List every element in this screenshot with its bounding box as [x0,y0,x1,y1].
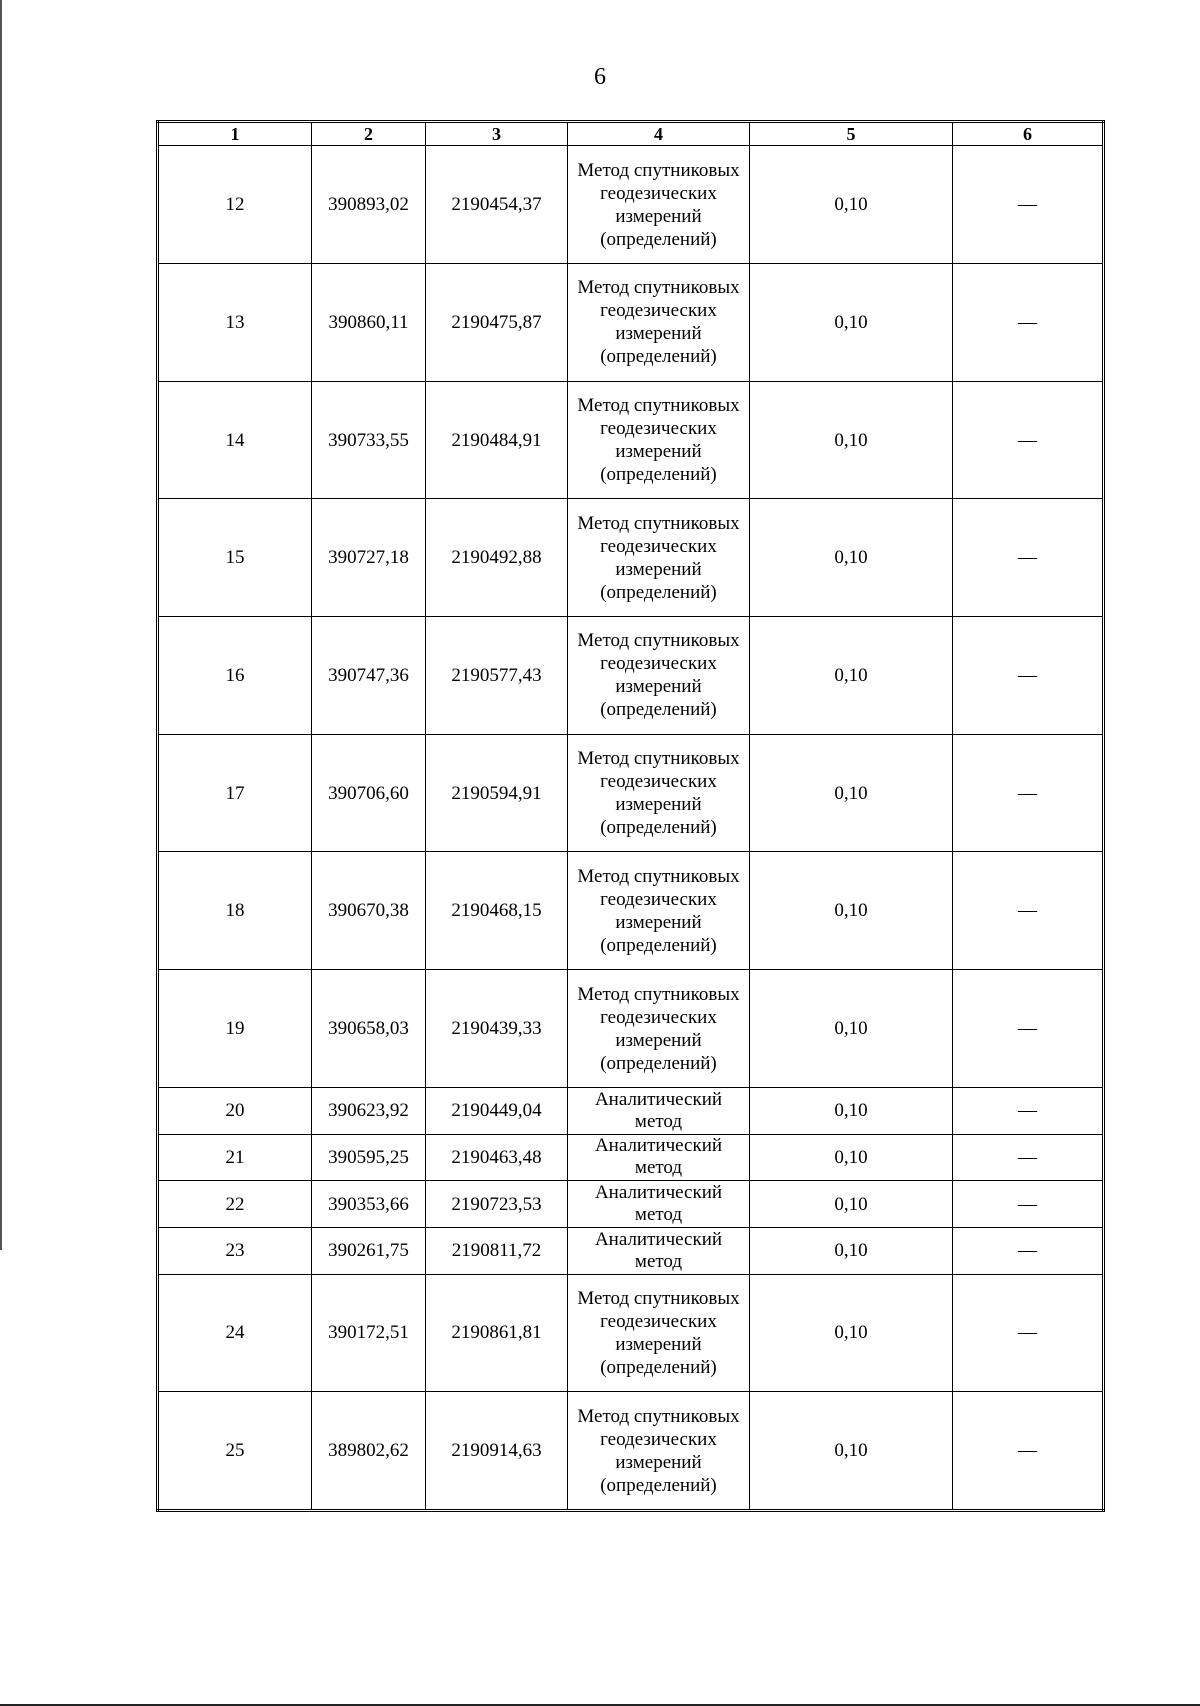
y-coordinate-cell: 2190861,81 [426,1274,568,1392]
table-row [158,1227,1104,1274]
x-coordinate-cell: 390733,55 [312,381,426,499]
y-coordinate-cell: 2190463,48 [426,1134,568,1181]
note-cell: — [953,1274,1104,1392]
note-cell: — [953,1181,1104,1228]
table-row [158,1392,1104,1511]
accuracy-cell: 0,10 [750,381,953,499]
accuracy-cell: 0,10 [750,1134,953,1181]
x-coordinate-cell: 390595,25 [312,1134,426,1181]
accuracy-cell: 0,10 [750,499,953,617]
note-cell: — [953,734,1104,852]
y-coordinate-cell: 2190475,87 [426,264,568,382]
note-cell: — [953,852,1104,970]
accuracy-cell: 0,10 [750,970,953,1088]
method-cell: Метод спутниковых геодезических измерений (определений) [568,1392,750,1511]
accuracy-cell: 0,10 [750,1181,953,1228]
note-cell: — [953,146,1104,264]
x-coordinate-cell: 390747,36 [312,617,426,735]
table-row [158,970,1104,1088]
scan-left-edge [0,0,2,1250]
note-cell: — [953,1134,1104,1181]
method-cell: Метод спутниковых геодезических измерений (определений) [568,734,750,852]
table-row [158,146,1104,264]
x-coordinate-cell: 389802,62 [312,1392,426,1511]
page-number: 6 [594,64,606,90]
x-coordinate-cell: 390261,75 [312,1227,426,1274]
method-cell: Метод спутниковых геодезических измерений (определений) [568,499,750,617]
method-cell: Метод спутниковых геодезических измерений (определений) [568,970,750,1088]
point-number-cell: 17 [158,734,312,852]
header-cell: 6 [953,122,1104,146]
note-cell: — [953,1087,1104,1134]
point-number-cell: 20 [158,1087,312,1134]
point-number-cell: 22 [158,1181,312,1228]
point-number-cell: 18 [158,852,312,970]
x-coordinate-cell: 390893,02 [312,146,426,264]
note-cell: — [953,499,1104,617]
x-coordinate-cell: 390860,11 [312,264,426,382]
table-row [158,1087,1104,1134]
y-coordinate-cell: 2190484,91 [426,381,568,499]
y-coordinate-cell: 2190577,43 [426,617,568,735]
accuracy-cell: 0,10 [750,264,953,382]
method-cell: Метод спутниковых геодезических измерений (определений) [568,381,750,499]
table-row [158,852,1104,970]
table-row [158,381,1104,499]
point-number-cell: 12 [158,146,312,264]
y-coordinate-cell: 2190454,37 [426,146,568,264]
header-cell: 3 [426,122,568,146]
point-number-cell: 15 [158,499,312,617]
note-cell: — [953,381,1104,499]
accuracy-cell: 0,10 [750,1227,953,1274]
y-coordinate-cell: 2190914,63 [426,1392,568,1511]
note-cell: — [953,264,1104,382]
note-cell: — [953,970,1104,1088]
x-coordinate-cell: 390706,60 [312,734,426,852]
method-cell: Аналитический метод [568,1134,750,1181]
x-coordinate-cell: 390623,92 [312,1087,426,1134]
header-cell: 2 [312,122,426,146]
header-row [158,122,1104,146]
accuracy-cell: 0,10 [750,1087,953,1134]
method-cell: Метод спутниковых геодезических измерений (определений) [568,617,750,735]
method-cell: Метод спутниковых геодезических измерений (определений) [568,146,750,264]
accuracy-cell: 0,10 [750,734,953,852]
point-number-cell: 19 [158,970,312,1088]
table-row [158,499,1104,617]
y-coordinate-cell: 2190811,72 [426,1227,568,1274]
accuracy-cell: 0,10 [750,852,953,970]
method-cell: Метод спутниковых геодезических измерений (определений) [568,852,750,970]
x-coordinate-cell: 390670,38 [312,852,426,970]
header-cell: 4 [568,122,750,146]
point-number-cell: 25 [158,1392,312,1511]
accuracy-cell: 0,10 [750,617,953,735]
note-cell: — [953,617,1104,735]
point-number-cell: 21 [158,1134,312,1181]
table-row [158,1134,1104,1181]
table-row [158,1274,1104,1392]
point-number-cell: 16 [158,617,312,735]
x-coordinate-cell: 390658,03 [312,970,426,1088]
y-coordinate-cell: 2190468,15 [426,852,568,970]
table-row [158,617,1104,735]
note-cell: — [953,1227,1104,1274]
x-coordinate-cell: 390727,18 [312,499,426,617]
coordinates-table [156,120,1105,1512]
y-coordinate-cell: 2190594,91 [426,734,568,852]
table-row [158,1181,1104,1228]
method-cell: Аналитический метод [568,1087,750,1134]
x-coordinate-cell: 390353,66 [312,1181,426,1228]
y-coordinate-cell: 2190439,33 [426,970,568,1088]
method-cell: Аналитический метод [568,1181,750,1228]
table-row [158,734,1104,852]
accuracy-cell: 0,10 [750,1274,953,1392]
y-coordinate-cell: 2190449,04 [426,1087,568,1134]
header-cell: 5 [750,122,953,146]
table-row [158,264,1104,382]
method-cell: Метод спутниковых геодезических измерений (определений) [568,1274,750,1392]
table-body [158,122,1104,1511]
y-coordinate-cell: 2190492,88 [426,499,568,617]
point-number-cell: 14 [158,381,312,499]
method-cell: Метод спутниковых геодезических измерений (определений) [568,264,750,382]
accuracy-cell: 0,10 [750,1392,953,1511]
note-cell: — [953,1392,1104,1511]
point-number-cell: 24 [158,1274,312,1392]
y-coordinate-cell: 2190723,53 [426,1181,568,1228]
header-cell: 1 [158,122,312,146]
method-cell: Аналитический метод [568,1227,750,1274]
accuracy-cell: 0,10 [750,146,953,264]
point-number-cell: 13 [158,264,312,382]
x-coordinate-cell: 390172,51 [312,1274,426,1392]
point-number-cell: 23 [158,1227,312,1274]
